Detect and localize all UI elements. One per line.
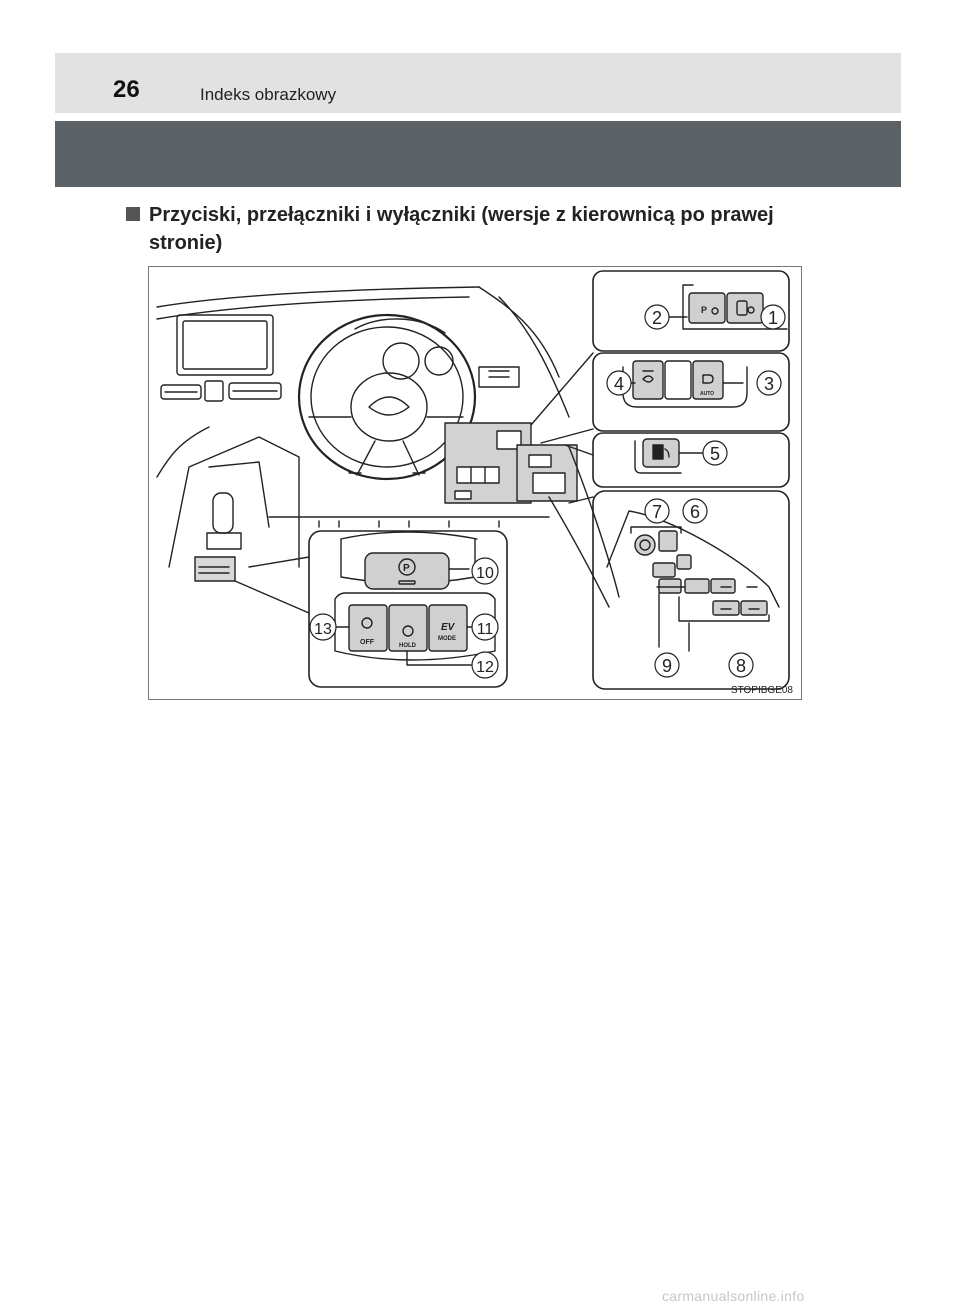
callout-11: 11 bbox=[476, 621, 494, 638]
footer-watermark: carmanualsonline.info bbox=[662, 1288, 805, 1304]
callout-2: 2 bbox=[651, 308, 663, 328]
callout-7: 7 bbox=[651, 502, 663, 522]
auto-glyph: AUTO bbox=[700, 391, 715, 397]
hold-glyph: HOLD bbox=[399, 643, 416, 649]
callout-12: 12 bbox=[476, 659, 494, 676]
callout-13: 13 bbox=[314, 621, 332, 638]
section-heading: Przyciski, przełączniki i wyłączniki (wersje z kierownicą po prawej stronie) bbox=[149, 204, 774, 254]
dark-banner bbox=[55, 121, 901, 187]
parking-brake-glyph: P bbox=[403, 563, 410, 574]
mode-glyph: MODE bbox=[438, 636, 456, 642]
callout-10: 10 bbox=[476, 565, 494, 582]
page-number: 26 bbox=[113, 76, 140, 103]
park-assist-glyph: P bbox=[701, 305, 708, 315]
ev-glyph: EV bbox=[441, 622, 455, 633]
header-band bbox=[55, 53, 901, 113]
inset-mirror-switches bbox=[593, 271, 789, 351]
inset-fuel-door bbox=[593, 433, 789, 487]
figure-code: STOPIBGE08 bbox=[730, 685, 793, 696]
callout-1: 1 bbox=[767, 308, 779, 328]
callout-8: 8 bbox=[735, 656, 747, 676]
callout-4: 4 bbox=[613, 374, 625, 394]
callout-3: 3 bbox=[763, 374, 775, 394]
callout-5: 5 bbox=[709, 444, 721, 464]
callout-6: 6 bbox=[689, 502, 701, 522]
chapter-title: Indeks obrazkowy bbox=[200, 85, 337, 104]
section-bullet-icon bbox=[126, 207, 140, 221]
dashboard-illustration bbox=[148, 266, 802, 700]
illustration-svg bbox=[149, 267, 801, 699]
off-glyph: OFF bbox=[360, 639, 374, 646]
callout-9: 9 bbox=[661, 656, 673, 676]
